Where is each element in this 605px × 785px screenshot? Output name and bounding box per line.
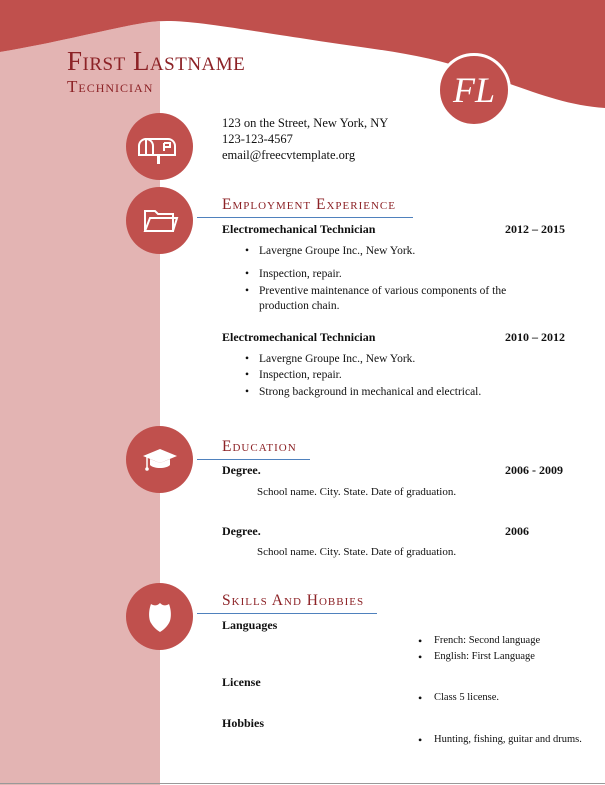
- monogram-text: FL: [452, 70, 495, 110]
- education-heading: Education: [222, 438, 297, 455]
- education-2-dates: 2006: [505, 524, 529, 538]
- job-1-title: Electromechanical Technician: [222, 222, 376, 236]
- employment-rule: [197, 217, 413, 218]
- contact-email[interactable]: email@freecvtemplate.org: [222, 148, 356, 162]
- job-2-bullet: • Strong background in mechanical and electrical.: [259, 386, 481, 398]
- contact-phone: 123-123-4567: [222, 132, 293, 146]
- mailbox-icon: [126, 113, 193, 180]
- candidate-name: First Lastname: [67, 46, 246, 76]
- skill-item: • English: First Language: [434, 651, 535, 662]
- job-1-bullet: • Preventive maintenance of various components of the production chain.: [259, 284, 544, 314]
- education-rule: [197, 459, 310, 460]
- job-1-bullet: • Inspection, repair.: [259, 268, 342, 280]
- skills-rule: [197, 613, 377, 614]
- job-2-title: Electromechanical Technician: [222, 330, 376, 344]
- job-2-bullet: • Inspection, repair.: [259, 369, 342, 381]
- skill-group-label: Languages: [222, 618, 278, 632]
- job-1-bullet: • Lavergne Groupe Inc., New York.: [259, 245, 415, 257]
- graduation-cap-icon: [126, 426, 193, 493]
- shield-icon: [126, 583, 193, 650]
- job-1-dates: 2012 – 2015: [505, 222, 565, 236]
- education-2-degree: Degree.: [222, 524, 261, 538]
- education-1-detail: School name. City. State. Date of graduation.: [257, 486, 457, 498]
- page-bottom-rule: [0, 783, 605, 784]
- employment-heading: Employment Experience: [222, 196, 396, 213]
- folder-icon: [126, 187, 193, 254]
- job-title-header: Technician: [67, 77, 154, 96]
- education-2-detail: School name. City. State. Date of graduation.: [257, 546, 457, 558]
- education-1-degree: Degree.: [222, 463, 261, 477]
- skill-group-label: Hobbies: [222, 716, 265, 730]
- skill-group-label: License: [222, 675, 261, 689]
- skill-item: • Class 5 license.: [434, 692, 499, 703]
- monogram-badge: [437, 53, 511, 127]
- contact-address: 123 on the Street, New York, NY: [222, 116, 389, 130]
- skill-item: • French: Second language: [434, 635, 540, 646]
- education-1-dates: 2006 - 2009: [505, 463, 563, 477]
- skills-heading: Skills And Hobbies: [222, 592, 365, 609]
- job-2-dates: 2010 – 2012: [505, 330, 565, 344]
- job-2-bullet: • Lavergne Groupe Inc., New York.: [259, 353, 415, 365]
- skill-item: • Hunting, fishing, guitar and drums.: [434, 734, 582, 745]
